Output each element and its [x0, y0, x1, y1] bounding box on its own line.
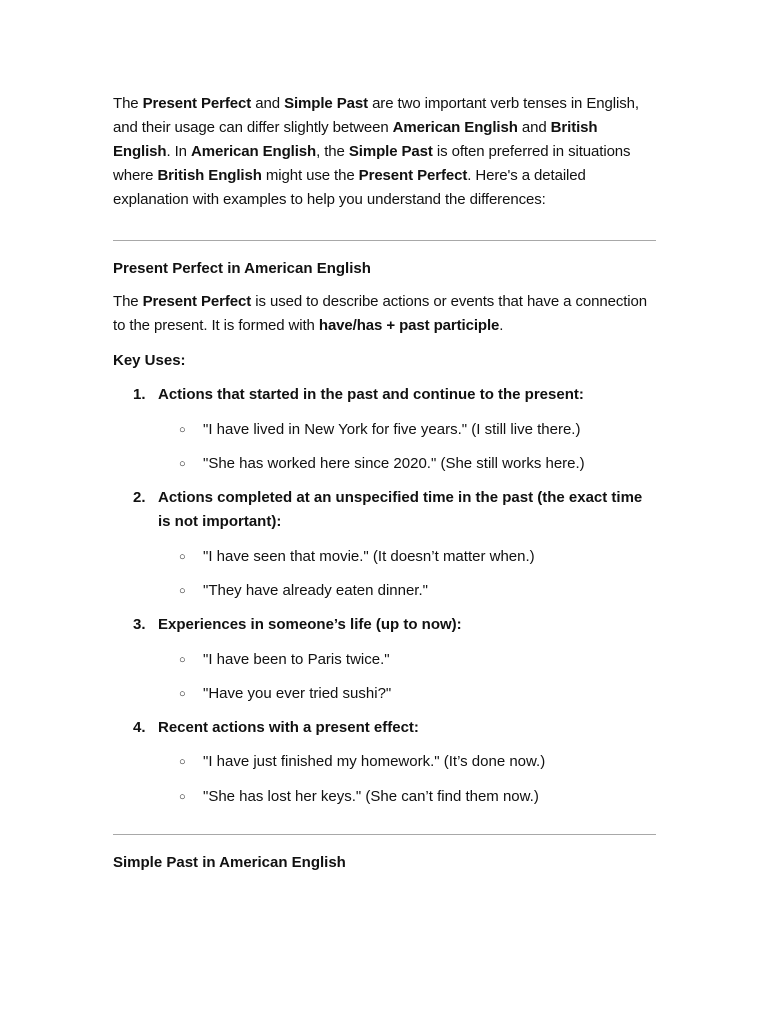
example-text: "I have just finished my homework." (It’s done now.) [203, 753, 546, 770]
intro-bold-term: Simple Past [284, 95, 368, 112]
desc-text: . [499, 317, 504, 334]
example-list-item [113, 648, 656, 672]
present-perfect-description [113, 290, 656, 338]
list-number: 2. [133, 489, 146, 506]
intro-text: is often preferred in situations where [113, 143, 631, 184]
intro-text: and [517, 119, 551, 136]
list-item-title: Recent actions with a present effect: [158, 719, 419, 736]
example-text: "I have seen that movie." (It doesn’t matter when.) [203, 548, 535, 565]
horizontal-divider [113, 834, 656, 835]
hollow-circle-bullet-icon: ○ [179, 585, 186, 597]
example-text: "I have been to Paris twice." [203, 651, 390, 668]
list-item-title: Experiences in someone’s life (up to now): [158, 616, 462, 633]
section-heading-simple-past: Simple Past in American English [113, 854, 346, 871]
intro-bold-term: British English [113, 119, 598, 160]
intro-bold-term: Simple Past [348, 143, 433, 160]
example-list-item [113, 418, 656, 442]
intro-text: and [251, 95, 285, 112]
hollow-circle-bullet-icon: ○ [179, 551, 186, 563]
list-item-title: Actions that started in the past and continue to the present: [158, 386, 584, 403]
numbered-list-item [113, 486, 656, 534]
hollow-circle-bullet-icon: ○ [179, 654, 186, 666]
example-list-item [113, 452, 656, 476]
example-list-item [113, 682, 656, 706]
example-text: "They have already eaten dinner." [203, 582, 428, 599]
example-text: "She has lost her keys." (She can’t find them now.) [203, 788, 539, 805]
example-list-item [113, 579, 656, 603]
intro-bold-term: British English [157, 167, 262, 184]
hollow-circle-bullet-icon: ○ [179, 756, 186, 768]
desc-bold-term: Present Perfect [142, 293, 252, 310]
hollow-circle-bullet-icon: ○ [179, 458, 186, 470]
numbered-list-item [113, 716, 656, 740]
list-item-title: Actions completed at an unspecified time in the past (the exact time is not important): [158, 489, 643, 530]
desc-text: is used to describe actions or events that have a connection to the present. It is formed with [113, 293, 647, 334]
intro-text: might use the [261, 167, 359, 184]
list-number: 3. [133, 616, 146, 633]
intro-text: The [113, 95, 143, 112]
intro-text: . In [166, 143, 191, 160]
hollow-circle-bullet-icon: ○ [179, 791, 186, 803]
list-number: 1. [133, 386, 146, 403]
example-text: "I have lived in New York for five years." (I still live there.) [203, 421, 581, 438]
intro-text: . Here's a detailed explanation with examples to help you understand the differences: [113, 167, 586, 208]
key-uses-label: Key Uses: [113, 352, 186, 369]
intro-bold-term: Present Perfect [358, 167, 468, 184]
intro-bold-term: Present Perfect [142, 95, 252, 112]
intro-text: are two important verb tenses in English, and their usage can differ slightly between [113, 95, 639, 136]
list-number: 4. [133, 719, 146, 736]
intro-paragraph [113, 92, 656, 212]
example-list-item [113, 545, 656, 569]
example-text: "Have you ever tried sushi?" [203, 685, 392, 702]
numbered-list-item [113, 383, 656, 407]
intro-bold-term: American English [392, 119, 518, 136]
intro-bold-term: American English [191, 143, 317, 160]
section-heading-present-perfect: Present Perfect in American English [113, 260, 371, 277]
example-text: "She has worked here since 2020." (She still works here.) [203, 455, 585, 472]
numbered-list-item [113, 613, 656, 637]
intro-text: , the [316, 143, 349, 160]
horizontal-divider [113, 240, 656, 241]
desc-bold-term: have/has + past participle [318, 317, 500, 334]
desc-text: The [113, 293, 143, 310]
example-list-item [113, 750, 656, 774]
hollow-circle-bullet-icon: ○ [179, 688, 186, 700]
example-list-item [113, 785, 656, 809]
hollow-circle-bullet-icon: ○ [179, 424, 186, 436]
